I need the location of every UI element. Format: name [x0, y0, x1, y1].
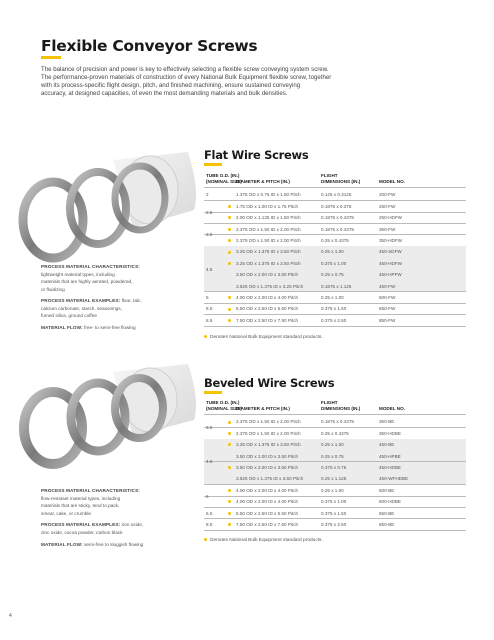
diameter-cell: 2.375 OD x 1.50 ID x 2.00 Pitch — [236, 419, 301, 425]
standard-dot-icon — [228, 443, 231, 446]
flight-dimension-cell: 0.25 x 1.00 — [321, 487, 344, 493]
model-cell: 450-FW — [379, 283, 396, 289]
flight-dimension-cell: 0.375 x 1.50 — [321, 510, 347, 516]
table-row — [204, 246, 466, 257]
flight-dimension-cell: 0.1875 x 1.125 — [321, 283, 352, 289]
beveled-wire-screw-image — [18, 362, 200, 470]
intro-line-4: accuracy, at designed capacities, of even the most demanding materials and bulk densities. — [41, 90, 288, 97]
model-cell: 250-HDFW — [379, 215, 402, 221]
flat-flow-text: free- to semi-free flowing — [82, 325, 136, 330]
flight-dimension-cell: 0.25 x 1.00 — [321, 294, 344, 300]
table-row — [204, 280, 466, 291]
table-row — [204, 266, 466, 280]
flat-char-line-3: or fluidizing — [41, 286, 65, 292]
beveled-wire-accent-rule — [204, 391, 222, 394]
flat-note-text: Denotes National Bulk Equipment standard products. — [210, 335, 323, 340]
beveled-header-model: MODEL NO. — [379, 406, 405, 411]
tube-size-label: 8.5 — [206, 522, 213, 527]
model-cell: 850-FW — [379, 317, 396, 323]
flat-char-line-2: materials that are highly aerated, powdered, — [41, 279, 133, 284]
diameter-cell: 3.50 OD x 2.00 ID x 3.50 Pitch — [236, 464, 299, 470]
tube-size-label: 2 — [206, 192, 209, 198]
standard-dot-icon — [228, 296, 231, 299]
flat-examples — [41, 297, 191, 320]
diameter-cell: 2.00 OD x 1.125 ID x 1.50 Pitch — [236, 215, 301, 221]
flight-dimension-cell: 0.125 x 0.3125 — [321, 192, 352, 198]
model-cell: 250-FW — [379, 203, 396, 209]
flat-char-label: PROCESS MATERIAL CHARACTERISTICS: — [41, 264, 140, 269]
model-cell: 350-HDBE — [379, 430, 401, 436]
beveled-char-label: PROCESS MATERIAL CHARACTERISTICS: — [41, 488, 140, 493]
model-cell: 450-HDBE — [379, 464, 401, 470]
flight-dimension-cell: 0.25 x 1.00 — [321, 442, 344, 448]
standard-dot-icon — [228, 239, 231, 242]
beveled-header-tube-1: TUBE O.D. (IN.) — [206, 400, 240, 405]
beveled-note-text: Denotes National Bulk Equipment standard products. — [210, 538, 323, 543]
table-row — [204, 209, 466, 223]
beveled-note — [204, 538, 323, 543]
table-row — [204, 314, 466, 325]
tube-size-label: 6.5 — [206, 510, 213, 516]
flight-dimension-cell: 0.1875 x 0.4375 — [321, 226, 354, 232]
flat-char-line-1: lightweight material types, including — [41, 271, 115, 277]
diameter-cell: 3.625 OD x 1.375 ID x 3.25 Pitch — [236, 283, 304, 289]
beveled-header-diameter: DIAMETER & PITCH (IN.) — [236, 406, 290, 411]
standard-dot-icon — [228, 512, 231, 515]
beveled-header-divider — [204, 414, 466, 415]
model-cell: 450-HPFW — [379, 272, 402, 278]
beveled-flow — [41, 541, 191, 549]
beveled-flow-text: semi-free to sluggish flowing — [82, 542, 144, 547]
beveled-char-line-3: smear, cake, or crumble — [41, 510, 92, 516]
flight-dimension-cell: 0.1875 x 0.375 — [321, 203, 352, 209]
diameter-cell: 5.50 OD x 2.50 ID x 5.50 Pitch — [236, 510, 299, 516]
table-row — [204, 189, 466, 200]
diameter-cell: 3.625 OD x 1.375 ID x 3.50 Pitch — [236, 476, 304, 482]
flight-dimension-cell: 0.375 x 0.75 — [321, 464, 347, 470]
model-cell: 450-SDFW — [379, 249, 402, 255]
tube-size-label: 3.5 — [206, 425, 213, 431]
standard-dot-icon — [228, 466, 231, 469]
model-cell: 500-BE — [379, 487, 395, 493]
standard-dot-icon — [228, 251, 231, 254]
model-cell: 650-BE — [379, 510, 395, 516]
standard-dot-icon — [228, 216, 231, 219]
flight-dimension-cell: 0.375 x 1.50 — [321, 306, 347, 312]
flight-dimension-cell: 0.1875 x 0.4375 — [321, 419, 354, 425]
beveled-char-line-2: materials that are sticky, tend to pack, — [41, 503, 120, 508]
standard-dot-icon — [228, 432, 231, 435]
beveled-char-line-1: flow-resistant material types, including — [41, 495, 121, 501]
intro-line-1: The balance of precision and power is key to effectively selecting a flexible screw conveying system screw. — [41, 66, 329, 73]
model-cell: 350-FW — [379, 226, 396, 232]
model-cell: 650-FW — [379, 306, 396, 312]
diameter-cell: 1.375 OD x 0.75 ID x 1.50 Pitch — [236, 192, 301, 198]
beveled-header-flight-1: FLIGHT — [321, 400, 338, 405]
table-row — [204, 292, 466, 303]
model-cell: 450-HPBE — [379, 453, 401, 459]
model-cell: 350-BE — [379, 419, 395, 425]
row-divider — [204, 326, 466, 327]
intro-line-2: The performance-proven materials of construction of every National Bulk Equipment flexible screw, together — [41, 74, 332, 81]
tube-size-label: 4.5 — [206, 266, 213, 272]
standard-dot-icon — [228, 489, 231, 492]
standard-dot-icon — [204, 335, 207, 338]
table-row — [204, 484, 466, 495]
standard-dot-icon — [228, 523, 231, 526]
table-row — [204, 427, 466, 438]
tube-size-label: 5 — [206, 493, 209, 499]
flight-dimension-cell: 0.1875 x 0.4375 — [321, 215, 354, 221]
standard-dot-icon — [228, 262, 231, 265]
diameter-cell: 2.375 OD x 1.50 ID x 2.00 Pitch — [236, 430, 301, 436]
table-row — [204, 519, 466, 530]
table-row — [204, 257, 466, 268]
tube-size-label: 3.5 — [206, 232, 213, 238]
table-row — [204, 439, 466, 450]
model-cell: 500-FW — [379, 294, 396, 300]
flight-dimension-cell: 0.25 x 0.75 — [321, 453, 344, 459]
flight-dimension-cell: 0.375 x 2.50 — [321, 317, 347, 323]
flight-dimension-cell: 0.25 x 0.4375 — [321, 430, 349, 436]
table-row — [204, 223, 466, 234]
flat-header-diameter: DIAMETER & PITCH (IN.) — [236, 179, 290, 184]
intro-line-3: with its process-specific flight design, pitch, and finished machining, ensure sustained conveying — [41, 82, 301, 89]
table-row — [204, 507, 466, 518]
flat-ex-line-2: calcium carbonate, starch, seasonings, — [41, 305, 123, 311]
diameter-cell: 3.25 OD x 1.375 ID x 3.50 Pitch — [236, 249, 301, 255]
flat-header-flight-1: FLIGHT — [321, 173, 338, 178]
flat-header-divider — [204, 187, 466, 188]
beveled-ex-label: PROCESS MATERIAL EXAMPLES: — [41, 522, 121, 527]
table-row — [204, 235, 466, 246]
diameter-cell: 2.375 OD x 1.50 ID x 2.00 Pitch — [236, 226, 301, 232]
model-cell: 350-HDFW — [379, 237, 402, 243]
model-cell: 450-HDFW — [379, 260, 402, 266]
tube-size-label: 6.5 — [206, 306, 213, 312]
beveled-characteristics — [41, 487, 191, 517]
flat-header-tube-1: TUBE O.D. (IN.) — [206, 173, 240, 178]
flight-dimension-cell: 0.25 x 0.75 — [321, 272, 344, 278]
table-row — [204, 450, 466, 461]
tube-size-label: 5 — [206, 295, 209, 300]
model-cell: 850-BE — [379, 521, 395, 527]
table-row — [204, 416, 466, 427]
flat-ex-label: PROCESS MATERIAL EXAMPLES: — [41, 298, 121, 303]
page-title: Flexible Conveyor Screws — [41, 37, 258, 55]
flat-wire-accent-rule — [204, 163, 222, 166]
flight-dimension-cell: 0.25 x 1.00 — [321, 249, 344, 255]
flight-dimension-cell: 0.25 x 0.4375 — [321, 237, 349, 243]
diameter-cell: 7.50 OD x 2.50 ID x 7.50 Pitch — [236, 521, 299, 527]
standard-dot-icon — [228, 421, 231, 424]
diameter-cell: 4.00 OD x 2.00 ID x 4.00 Pitch — [236, 294, 299, 300]
model-cell: 500-HDBE — [379, 499, 401, 505]
diameter-cell: 7.50 OD x 2.50 ID x 7.50 Pitch — [236, 317, 299, 323]
flat-wire-screw-image — [18, 150, 200, 268]
table-row — [204, 303, 466, 314]
diameter-cell: 3.25 OD x 1.375 ID x 3.50 Pitch — [236, 442, 301, 448]
page-number: 4 — [9, 613, 12, 619]
flat-note — [204, 335, 323, 340]
beveled-examples — [41, 521, 191, 536]
table-row — [204, 200, 466, 211]
flat-wire-title: Flat Wire Screws — [204, 148, 309, 162]
diameter-cell: 1.75 OD x 1.00 ID x 1.75 Pitch — [236, 203, 299, 209]
model-cell: 450-BE — [379, 442, 395, 448]
diameter-cell: 4.00 OD x 2.00 ID x 4.00 Pitch — [236, 499, 299, 505]
standard-dot-icon — [204, 538, 207, 541]
flight-dimension-cell: 0.375 x 1.00 — [321, 499, 347, 505]
flat-header-tube-2: (NOMINAL SIZE) — [206, 179, 242, 184]
standard-dot-icon — [228, 308, 231, 311]
diameter-cell: 3.50 OD x 2.00 ID x 3.50 Pitch — [236, 272, 299, 278]
flight-dimension-cell: 0.375 x 2.50 — [321, 521, 347, 527]
tube-size-label: 4.5 — [206, 459, 213, 465]
flight-dimension-cell: 0.375 x 1.00 — [321, 260, 347, 266]
flat-header-flight-2: DIMENSIONS (IN.) — [321, 179, 361, 184]
flat-ex-line-1: flour, talc, — [120, 298, 142, 303]
title-accent-rule — [41, 56, 61, 59]
table-row — [204, 493, 466, 507]
standard-dot-icon — [228, 228, 231, 231]
diameter-cell: 3.25 OD x 1.375 ID x 3.50 Pitch — [236, 260, 301, 266]
beveled-ex-line-1: iron oxide, — [120, 522, 144, 527]
beveled-header-flight-2: DIMENSIONS (IN.) — [321, 406, 361, 411]
row-divider — [204, 530, 466, 531]
flat-characteristics — [41, 263, 191, 293]
beveled-flow-label: MATERIAL FLOW: — [41, 542, 83, 547]
diameter-cell: 2.375 OD x 1.50 ID x 2.00 Pitch — [236, 237, 301, 243]
beveled-ex-line-2: zinc oxide, cocoa powder, carbon black — [41, 529, 123, 535]
diameter-cell: 3.50 OD x 2.00 ID x 3.50 Pitch — [236, 453, 299, 459]
standard-dot-icon — [228, 205, 231, 208]
table-row — [204, 462, 466, 473]
diameter-cell: 5.50 OD x 2.50 ID x 5.50 Pitch — [236, 306, 299, 312]
standard-dot-icon — [228, 319, 231, 322]
flight-dimension-cell: 0.25 x 1.125 — [321, 476, 347, 482]
beveled-wire-title: Beveled Wire Screws — [204, 376, 335, 390]
flat-header-model: MODEL NO. — [379, 179, 405, 184]
model-cell: 200-FW — [379, 192, 396, 198]
diameter-cell: 4.00 OD x 2.00 ID x 4.00 Pitch — [236, 487, 299, 493]
flat-flow-label: MATERIAL FLOW: — [41, 325, 83, 330]
model-cell: 450-WFHDBE — [379, 476, 409, 482]
beveled-header-tube-2: (NOMINAL SIZE) — [206, 406, 242, 411]
tube-size-label: 8.5 — [206, 317, 213, 323]
flat-flow — [41, 324, 191, 332]
table-row — [204, 473, 466, 484]
tube-size-label: 2.5 — [206, 209, 213, 215]
standard-dot-icon — [228, 500, 231, 503]
flat-ex-line-3: fumed silica, ground coffee — [41, 313, 97, 318]
